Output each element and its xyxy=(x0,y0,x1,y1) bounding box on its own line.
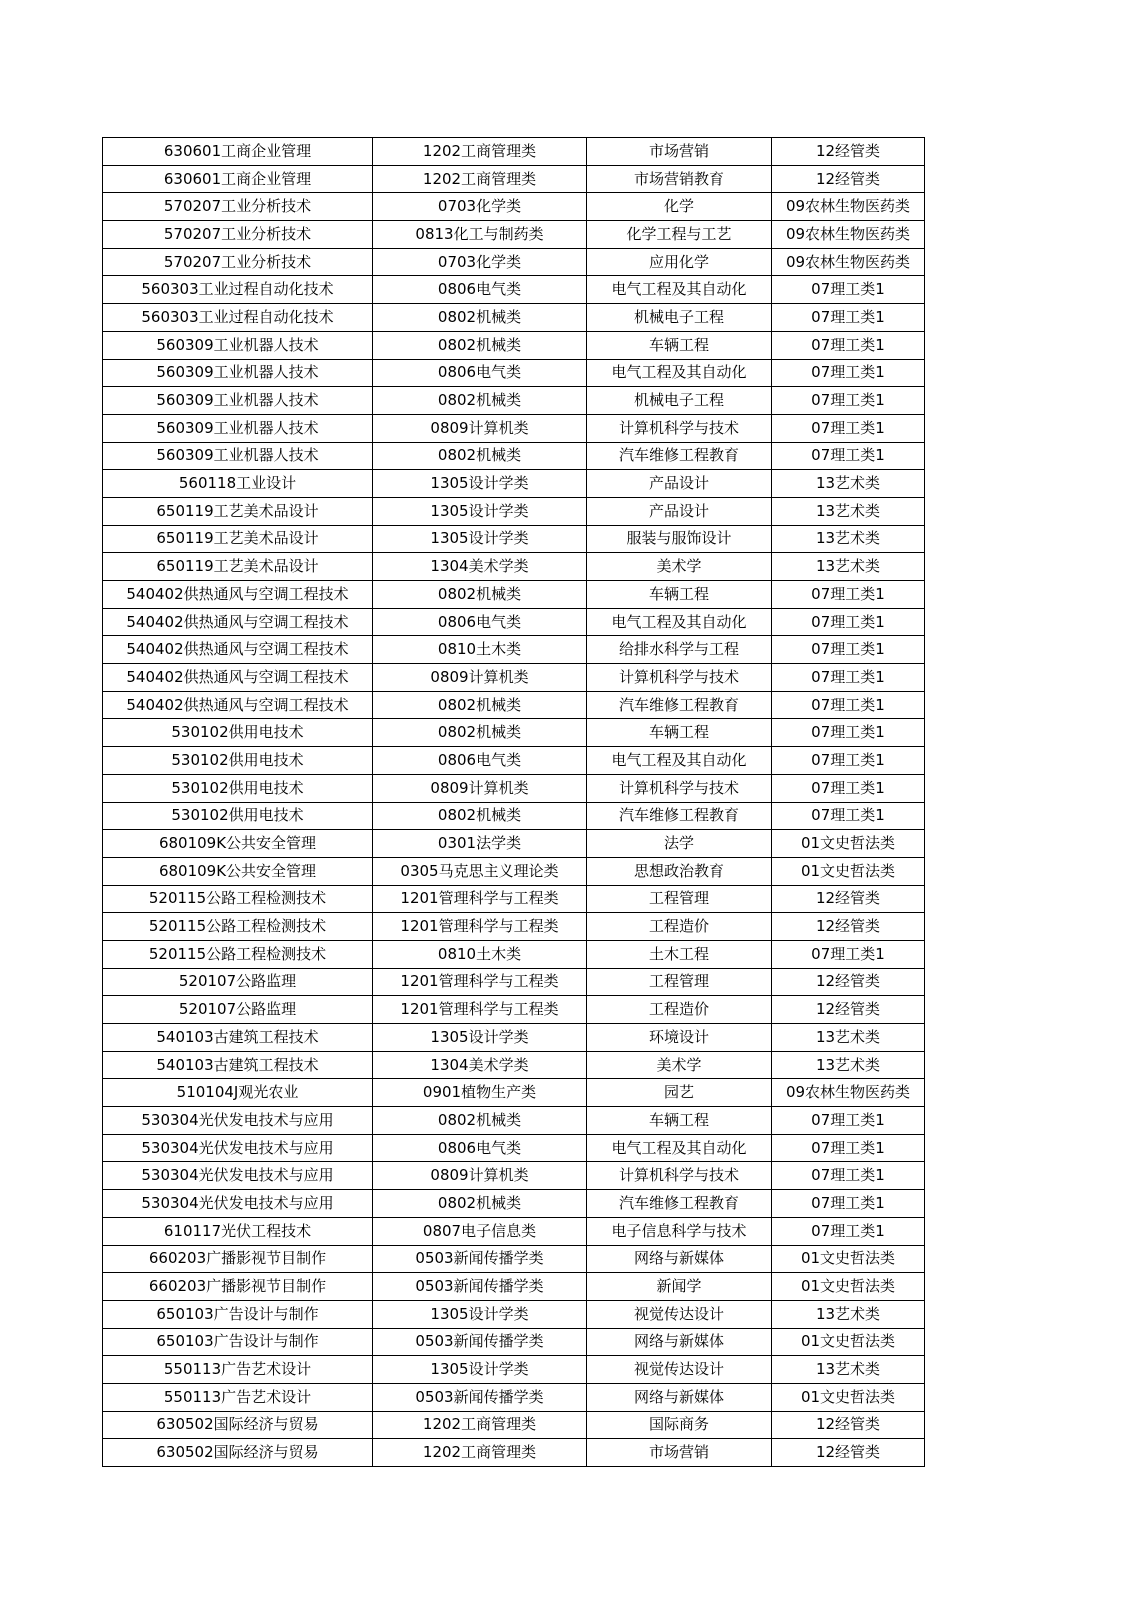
discipline-category-cell: 0802机械类 xyxy=(373,581,587,609)
table-row xyxy=(103,1356,925,1384)
table-row xyxy=(103,802,925,830)
undergraduate-major-cell: 工程管理 xyxy=(587,885,772,913)
table-row xyxy=(103,1439,925,1467)
undergraduate-major-cell: 产品设计 xyxy=(587,497,772,525)
discipline-category-cell: 0806电气类 xyxy=(373,359,587,387)
vocational-major-cell: 530304光伏发电技术与应用 xyxy=(103,1134,373,1162)
table-row xyxy=(103,1051,925,1079)
table-row xyxy=(103,193,925,221)
discipline-category-cell: 0806电气类 xyxy=(373,608,587,636)
discipline-category-cell: 1305设计学类 xyxy=(373,525,587,553)
undergraduate-major-cell: 车辆工程 xyxy=(587,581,772,609)
vocational-major-cell: 540402供热通风与空调工程技术 xyxy=(103,636,373,664)
discipline-category-cell: 1202工商管理类 xyxy=(373,1411,587,1439)
exam-category-cell: 07理工类1 xyxy=(772,387,925,415)
undergraduate-major-cell: 国际商务 xyxy=(587,1411,772,1439)
discipline-category-cell: 0301法学类 xyxy=(373,830,587,858)
table-row xyxy=(103,664,925,692)
exam-category-cell: 01文史哲法类 xyxy=(772,1328,925,1356)
discipline-category-cell: 1305设计学类 xyxy=(373,1024,587,1052)
vocational-major-cell: 680109K公共安全管理 xyxy=(103,857,373,885)
discipline-category-cell: 0703化学类 xyxy=(373,193,587,221)
table-row xyxy=(103,1217,925,1245)
exam-category-cell: 13艺术类 xyxy=(772,1356,925,1384)
discipline-category-cell: 0802机械类 xyxy=(373,719,587,747)
table-row xyxy=(103,248,925,276)
table-row xyxy=(103,304,925,332)
vocational-major-cell: 520115公路工程检测技术 xyxy=(103,940,373,968)
table-row xyxy=(103,885,925,913)
undergraduate-major-cell: 思想政治教育 xyxy=(587,857,772,885)
discipline-category-cell: 0503新闻传播学类 xyxy=(373,1273,587,1301)
discipline-category-cell: 0802机械类 xyxy=(373,802,587,830)
vocational-major-cell: 560309工业机器人技术 xyxy=(103,331,373,359)
table-row xyxy=(103,1300,925,1328)
exam-category-cell: 07理工类1 xyxy=(772,747,925,775)
undergraduate-major-cell: 机械电子工程 xyxy=(587,304,772,332)
discipline-category-cell: 1305设计学类 xyxy=(373,1300,587,1328)
vocational-major-cell: 540103古建筑工程技术 xyxy=(103,1051,373,1079)
discipline-category-cell: 0802机械类 xyxy=(373,691,587,719)
vocational-major-cell: 650103广告设计与制作 xyxy=(103,1328,373,1356)
vocational-major-cell: 520107公路监理 xyxy=(103,968,373,996)
discipline-category-cell: 1201管理科学与工程类 xyxy=(373,913,587,941)
undergraduate-major-cell: 法学 xyxy=(587,830,772,858)
vocational-major-cell: 650103广告设计与制作 xyxy=(103,1300,373,1328)
discipline-category-cell: 0802机械类 xyxy=(373,331,587,359)
vocational-major-cell: 540103古建筑工程技术 xyxy=(103,1024,373,1052)
exam-category-cell: 01文史哲法类 xyxy=(772,1383,925,1411)
table-row xyxy=(103,1190,925,1218)
vocational-major-cell: 530102供用电技术 xyxy=(103,719,373,747)
exam-category-cell: 07理工类1 xyxy=(772,774,925,802)
undergraduate-major-cell: 车辆工程 xyxy=(587,331,772,359)
vocational-major-cell: 660203广播影视节目制作 xyxy=(103,1273,373,1301)
undergraduate-major-cell: 化学 xyxy=(587,193,772,221)
vocational-major-cell: 540402供热通风与空调工程技术 xyxy=(103,664,373,692)
table-row xyxy=(103,1079,925,1107)
table-row xyxy=(103,940,925,968)
table-row xyxy=(103,830,925,858)
undergraduate-major-cell: 美术学 xyxy=(587,1051,772,1079)
vocational-major-cell: 520107公路监理 xyxy=(103,996,373,1024)
vocational-major-cell: 630502国际经济与贸易 xyxy=(103,1439,373,1467)
undergraduate-major-cell: 园艺 xyxy=(587,1079,772,1107)
discipline-category-cell: 0503新闻传播学类 xyxy=(373,1328,587,1356)
exam-category-cell: 07理工类1 xyxy=(772,1190,925,1218)
undergraduate-major-cell: 网络与新媒体 xyxy=(587,1245,772,1273)
exam-category-cell: 13艺术类 xyxy=(772,1051,925,1079)
discipline-category-cell: 0809计算机类 xyxy=(373,414,587,442)
vocational-major-cell: 560309工业机器人技术 xyxy=(103,387,373,415)
table-row xyxy=(103,1328,925,1356)
table-row xyxy=(103,608,925,636)
undergraduate-major-cell: 电气工程及其自动化 xyxy=(587,359,772,387)
exam-category-cell: 12经管类 xyxy=(772,138,925,166)
table-row xyxy=(103,331,925,359)
undergraduate-major-cell: 电子信息科学与技术 xyxy=(587,1217,772,1245)
exam-category-cell: 13艺术类 xyxy=(772,497,925,525)
table-row xyxy=(103,857,925,885)
table-row xyxy=(103,470,925,498)
table-row xyxy=(103,747,925,775)
discipline-category-cell: 0802机械类 xyxy=(373,442,587,470)
vocational-major-cell: 520115公路工程检测技术 xyxy=(103,885,373,913)
vocational-major-cell: 560118工业设计 xyxy=(103,470,373,498)
discipline-category-cell: 1305设计学类 xyxy=(373,470,587,498)
table-row xyxy=(103,442,925,470)
discipline-category-cell: 0810土木类 xyxy=(373,940,587,968)
discipline-category-cell: 0809计算机类 xyxy=(373,774,587,802)
table-row xyxy=(103,996,925,1024)
discipline-category-cell: 0802机械类 xyxy=(373,1190,587,1218)
table-row xyxy=(103,719,925,747)
discipline-category-cell: 1202工商管理类 xyxy=(373,138,587,166)
exam-category-cell: 07理工类1 xyxy=(772,940,925,968)
vocational-major-cell: 660203广播影视节目制作 xyxy=(103,1245,373,1273)
undergraduate-major-cell: 计算机科学与技术 xyxy=(587,414,772,442)
vocational-major-cell: 570207工业分析技术 xyxy=(103,193,373,221)
table-row xyxy=(103,414,925,442)
undergraduate-major-cell: 视觉传达设计 xyxy=(587,1300,772,1328)
undergraduate-major-cell: 电气工程及其自动化 xyxy=(587,1134,772,1162)
vocational-major-cell: 530304光伏发电技术与应用 xyxy=(103,1162,373,1190)
discipline-category-cell: 0802机械类 xyxy=(373,304,587,332)
exam-category-cell: 12经管类 xyxy=(772,165,925,193)
exam-category-cell: 13艺术类 xyxy=(772,470,925,498)
vocational-major-cell: 680109K公共安全管理 xyxy=(103,830,373,858)
undergraduate-major-cell: 机械电子工程 xyxy=(587,387,772,415)
exam-category-cell: 07理工类1 xyxy=(772,581,925,609)
undergraduate-major-cell: 工程造价 xyxy=(587,996,772,1024)
vocational-major-cell: 630502国际经济与贸易 xyxy=(103,1411,373,1439)
undergraduate-major-cell: 工程造价 xyxy=(587,913,772,941)
table-row xyxy=(103,774,925,802)
vocational-major-cell: 530304光伏发电技术与应用 xyxy=(103,1190,373,1218)
exam-category-cell: 01文史哲法类 xyxy=(772,1245,925,1273)
exam-category-cell: 07理工类1 xyxy=(772,442,925,470)
exam-category-cell: 09农林生物医药类 xyxy=(772,193,925,221)
exam-category-cell: 07理工类1 xyxy=(772,636,925,664)
vocational-major-cell: 560303工业过程自动化技术 xyxy=(103,304,373,332)
major-mapping-table xyxy=(102,137,925,1467)
exam-category-cell: 12经管类 xyxy=(772,996,925,1024)
undergraduate-major-cell: 电气工程及其自动化 xyxy=(587,276,772,304)
discipline-category-cell: 1305设计学类 xyxy=(373,497,587,525)
discipline-category-cell: 0305马克思主义理论类 xyxy=(373,857,587,885)
undergraduate-major-cell: 土木工程 xyxy=(587,940,772,968)
discipline-category-cell: 0809计算机类 xyxy=(373,664,587,692)
discipline-category-cell: 0806电气类 xyxy=(373,1134,587,1162)
discipline-category-cell: 1201管理科学与工程类 xyxy=(373,996,587,1024)
discipline-category-cell: 0813化工与制药类 xyxy=(373,221,587,249)
vocational-major-cell: 560303工业过程自动化技术 xyxy=(103,276,373,304)
exam-category-cell: 09农林生物医药类 xyxy=(772,1079,925,1107)
vocational-major-cell: 510104J观光农业 xyxy=(103,1079,373,1107)
table-row xyxy=(103,913,925,941)
undergraduate-major-cell: 环境设计 xyxy=(587,1024,772,1052)
discipline-category-cell: 0809计算机类 xyxy=(373,1162,587,1190)
undergraduate-major-cell: 电气工程及其自动化 xyxy=(587,608,772,636)
table-row xyxy=(103,276,925,304)
exam-category-cell: 07理工类1 xyxy=(772,664,925,692)
undergraduate-major-cell: 新闻学 xyxy=(587,1273,772,1301)
exam-category-cell: 13艺术类 xyxy=(772,553,925,581)
exam-category-cell: 07理工类1 xyxy=(772,1134,925,1162)
discipline-category-cell: 0810土木类 xyxy=(373,636,587,664)
vocational-major-cell: 530102供用电技术 xyxy=(103,802,373,830)
discipline-category-cell: 0703化学类 xyxy=(373,248,587,276)
table-row xyxy=(103,1024,925,1052)
table-body xyxy=(103,138,925,1467)
exam-category-cell: 07理工类1 xyxy=(772,691,925,719)
table-row xyxy=(103,1245,925,1273)
discipline-category-cell: 0807电子信息类 xyxy=(373,1217,587,1245)
undergraduate-major-cell: 车辆工程 xyxy=(587,1107,772,1135)
table-row xyxy=(103,1134,925,1162)
exam-category-cell: 13艺术类 xyxy=(772,1300,925,1328)
vocational-major-cell: 530304光伏发电技术与应用 xyxy=(103,1107,373,1135)
vocational-major-cell: 550113广告艺术设计 xyxy=(103,1356,373,1384)
discipline-category-cell: 1202工商管理类 xyxy=(373,1439,587,1467)
exam-category-cell: 01文史哲法类 xyxy=(772,830,925,858)
table-row xyxy=(103,968,925,996)
undergraduate-major-cell: 应用化学 xyxy=(587,248,772,276)
table-row xyxy=(103,581,925,609)
undergraduate-major-cell: 化学工程与工艺 xyxy=(587,221,772,249)
undergraduate-major-cell: 视觉传达设计 xyxy=(587,1356,772,1384)
undergraduate-major-cell: 市场营销 xyxy=(587,1439,772,1467)
discipline-category-cell: 0806电气类 xyxy=(373,747,587,775)
table-row xyxy=(103,221,925,249)
vocational-major-cell: 630601工商企业管理 xyxy=(103,165,373,193)
table-row xyxy=(103,497,925,525)
undergraduate-major-cell: 网络与新媒体 xyxy=(587,1328,772,1356)
discipline-category-cell: 1201管理科学与工程类 xyxy=(373,885,587,913)
discipline-category-cell: 0901植物生产类 xyxy=(373,1079,587,1107)
exam-category-cell: 07理工类1 xyxy=(772,331,925,359)
exam-category-cell: 13艺术类 xyxy=(772,1024,925,1052)
discipline-category-cell: 0802机械类 xyxy=(373,387,587,415)
undergraduate-major-cell: 产品设计 xyxy=(587,470,772,498)
table-row xyxy=(103,1383,925,1411)
undergraduate-major-cell: 网络与新媒体 xyxy=(587,1383,772,1411)
exam-category-cell: 13艺术类 xyxy=(772,525,925,553)
undergraduate-major-cell: 工程管理 xyxy=(587,968,772,996)
discipline-category-cell: 0503新闻传播学类 xyxy=(373,1383,587,1411)
undergraduate-major-cell: 汽车维修工程教育 xyxy=(587,691,772,719)
undergraduate-major-cell: 计算机科学与技术 xyxy=(587,1162,772,1190)
discipline-category-cell: 1202工商管理类 xyxy=(373,165,587,193)
undergraduate-major-cell: 市场营销教育 xyxy=(587,165,772,193)
table-row xyxy=(103,1162,925,1190)
vocational-major-cell: 650119工艺美术品设计 xyxy=(103,525,373,553)
undergraduate-major-cell: 计算机科学与技术 xyxy=(587,774,772,802)
table-row xyxy=(103,636,925,664)
vocational-major-cell: 540402供热通风与空调工程技术 xyxy=(103,581,373,609)
exam-category-cell: 09农林生物医药类 xyxy=(772,248,925,276)
table-row xyxy=(103,1107,925,1135)
exam-category-cell: 07理工类1 xyxy=(772,1217,925,1245)
exam-category-cell: 01文史哲法类 xyxy=(772,1273,925,1301)
vocational-major-cell: 560309工业机器人技术 xyxy=(103,359,373,387)
table-row xyxy=(103,138,925,166)
table-row xyxy=(103,553,925,581)
exam-category-cell: 07理工类1 xyxy=(772,1107,925,1135)
undergraduate-major-cell: 计算机科学与技术 xyxy=(587,664,772,692)
discipline-category-cell: 0806电气类 xyxy=(373,276,587,304)
exam-category-cell: 12经管类 xyxy=(772,1411,925,1439)
discipline-category-cell: 1304美术学类 xyxy=(373,553,587,581)
exam-category-cell: 07理工类1 xyxy=(772,802,925,830)
undergraduate-major-cell: 美术学 xyxy=(587,553,772,581)
vocational-major-cell: 610117光伏工程技术 xyxy=(103,1217,373,1245)
table-row xyxy=(103,359,925,387)
undergraduate-major-cell: 汽车维修工程教育 xyxy=(587,802,772,830)
discipline-category-cell: 1201管理科学与工程类 xyxy=(373,968,587,996)
exam-category-cell: 12经管类 xyxy=(772,885,925,913)
vocational-major-cell: 530102供用电技术 xyxy=(103,747,373,775)
undergraduate-major-cell: 市场营销 xyxy=(587,138,772,166)
exam-category-cell: 09农林生物医药类 xyxy=(772,221,925,249)
vocational-major-cell: 650119工艺美术品设计 xyxy=(103,497,373,525)
exam-category-cell: 01文史哲法类 xyxy=(772,857,925,885)
undergraduate-major-cell: 服装与服饰设计 xyxy=(587,525,772,553)
exam-category-cell: 07理工类1 xyxy=(772,1162,925,1190)
vocational-major-cell: 560309工业机器人技术 xyxy=(103,442,373,470)
undergraduate-major-cell: 汽车维修工程教育 xyxy=(587,1190,772,1218)
undergraduate-major-cell: 电气工程及其自动化 xyxy=(587,747,772,775)
exam-category-cell: 07理工类1 xyxy=(772,414,925,442)
discipline-category-cell: 1304美术学类 xyxy=(373,1051,587,1079)
exam-category-cell: 12经管类 xyxy=(772,1439,925,1467)
table-row xyxy=(103,165,925,193)
vocational-major-cell: 520115公路工程检测技术 xyxy=(103,913,373,941)
vocational-major-cell: 650119工艺美术品设计 xyxy=(103,553,373,581)
discipline-category-cell: 0503新闻传播学类 xyxy=(373,1245,587,1273)
undergraduate-major-cell: 车辆工程 xyxy=(587,719,772,747)
vocational-major-cell: 540402供热通风与空调工程技术 xyxy=(103,608,373,636)
exam-category-cell: 07理工类1 xyxy=(772,359,925,387)
exam-category-cell: 07理工类1 xyxy=(772,276,925,304)
table-row xyxy=(103,1273,925,1301)
table-row xyxy=(103,387,925,415)
vocational-major-cell: 550113广告艺术设计 xyxy=(103,1383,373,1411)
table-row xyxy=(103,525,925,553)
vocational-major-cell: 630601工商企业管理 xyxy=(103,138,373,166)
undergraduate-major-cell: 汽车维修工程教育 xyxy=(587,442,772,470)
undergraduate-major-cell: 给排水科学与工程 xyxy=(587,636,772,664)
discipline-category-cell: 1305设计学类 xyxy=(373,1356,587,1384)
exam-category-cell: 07理工类1 xyxy=(772,608,925,636)
table-row xyxy=(103,1411,925,1439)
table-row xyxy=(103,691,925,719)
vocational-major-cell: 540402供热通风与空调工程技术 xyxy=(103,691,373,719)
exam-category-cell: 07理工类1 xyxy=(772,719,925,747)
exam-category-cell: 12经管类 xyxy=(772,913,925,941)
vocational-major-cell: 560309工业机器人技术 xyxy=(103,414,373,442)
exam-category-cell: 07理工类1 xyxy=(772,304,925,332)
discipline-category-cell: 0802机械类 xyxy=(373,1107,587,1135)
exam-category-cell: 12经管类 xyxy=(772,968,925,996)
vocational-major-cell: 530102供用电技术 xyxy=(103,774,373,802)
vocational-major-cell: 570207工业分析技术 xyxy=(103,221,373,249)
vocational-major-cell: 570207工业分析技术 xyxy=(103,248,373,276)
